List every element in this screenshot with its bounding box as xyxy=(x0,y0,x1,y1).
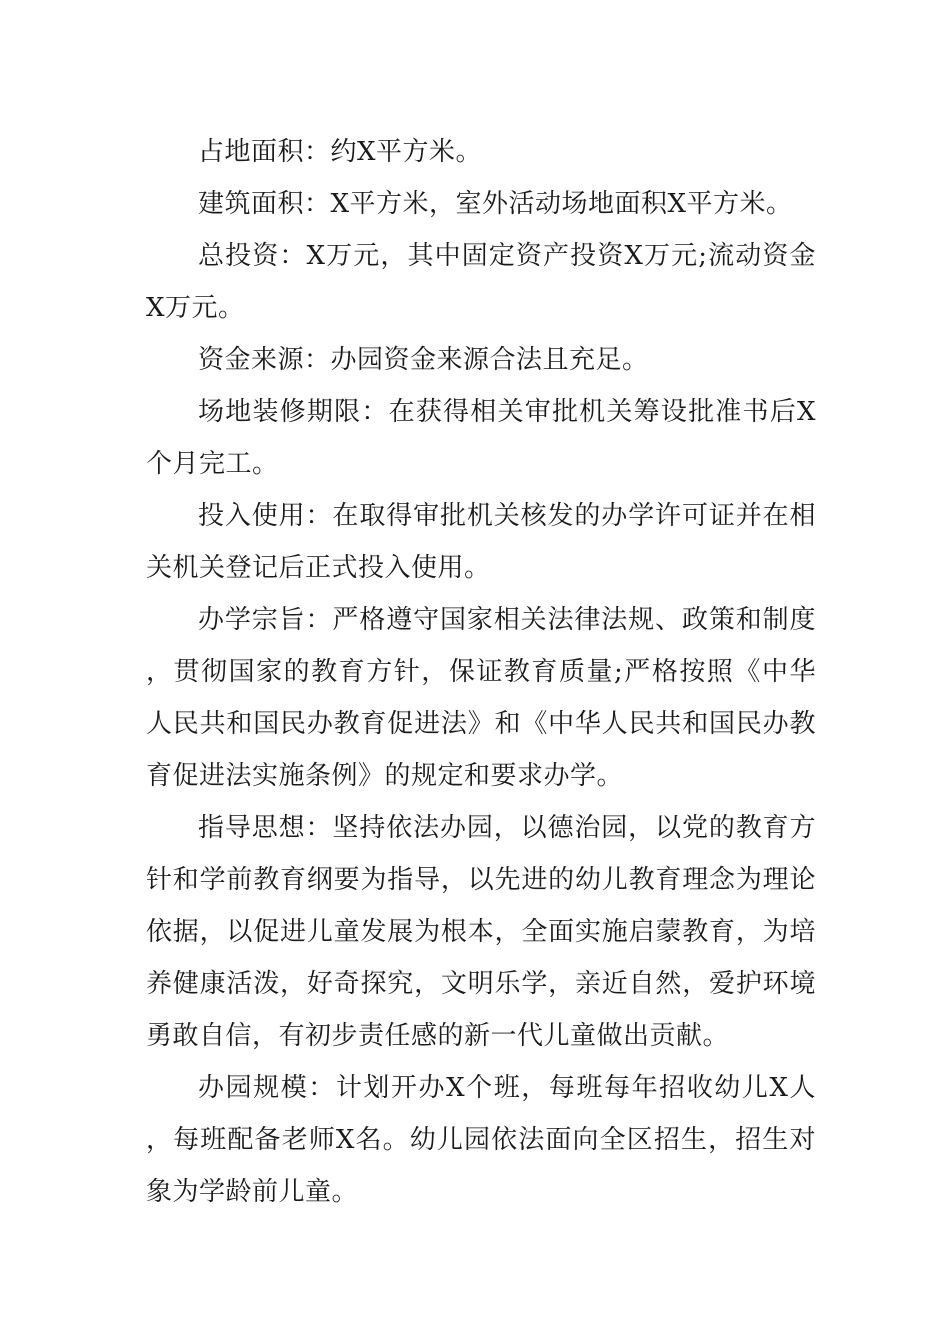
paragraph-building-area: 建筑面积：X平方米，室外活动场地面积X平方米。 xyxy=(198,189,793,219)
paragraph-total-investment: 总投资：X万元，其中固定资产投资X万元;流动资金X万元。 xyxy=(146,241,816,323)
paragraph-guiding-principle: 指导思想：坚持依法办园，以德治园，以党的教育方针和学前教育纲要为指导，以先进的幼儿教育理念为理论依据，以促进儿童发展为根本，全面实施启蒙教育，为培养健康活泼，好奇探究，文明乐学，亲近自然，爱护环境勇敢自信，有初步责任感的新一代儿童做出贡献。 xyxy=(146,813,816,1051)
paragraph-commencement: 投入使用：在取得审批机关核发的办学许可证并在相关机关登记后正式投入使用。 xyxy=(146,501,816,583)
paragraph-funding-source: 资金来源：办园资金来源合法且充足。 xyxy=(198,345,649,375)
paragraph-scale: 办园规模：计划开办X个班，每班每年招收幼儿X人，每班配备老师X名。幼儿园依法面向全区招生，招生对象为学龄前儿童。 xyxy=(146,1073,816,1207)
paragraph-renovation-period: 场地装修期限：在获得相关审批机关筹设批准书后X个月完工。 xyxy=(146,397,816,479)
paragraph-land-area: 占地面积：约X平方米。 xyxy=(198,137,483,167)
paragraph-purpose: 办学宗旨：严格遵守国家相关法律法规、政策和制度，贯彻国家的教育方针，保证教育质量;严格按照《中华人民共和国民办教育促进法》和《中华人民共和国民办教育促进法实施条例》的规定和要求办学。 xyxy=(146,605,816,791)
document-body xyxy=(146,126,816,1218)
